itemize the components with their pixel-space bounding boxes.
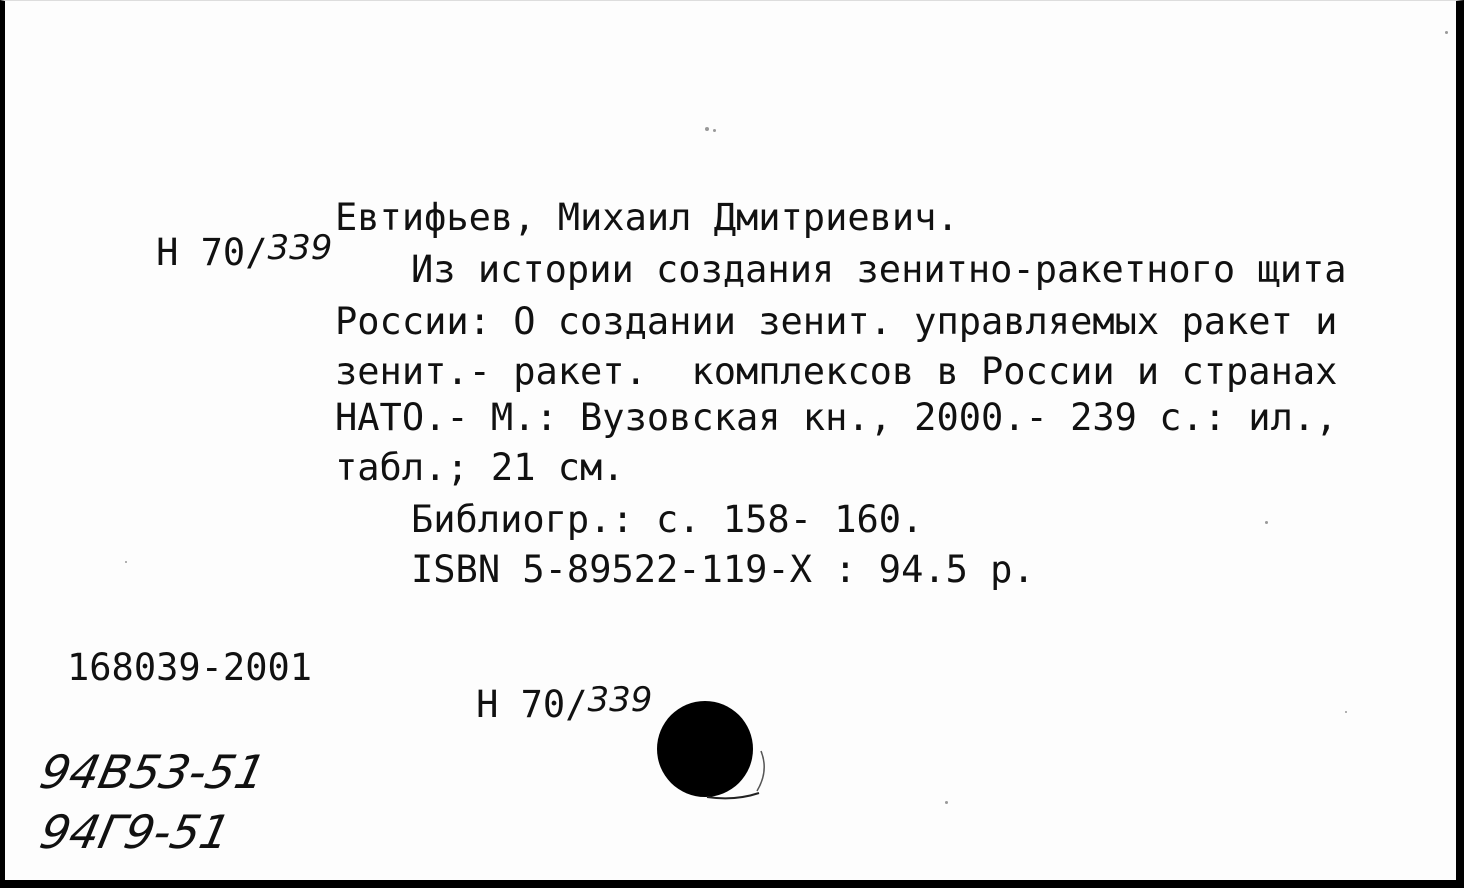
call-number-top	[67, 197, 332, 308]
scan-speck	[1445, 31, 1448, 34]
scan-speck	[125, 561, 127, 563]
inventory-number: 168039-2001	[67, 646, 313, 689]
title-line-3: зенит.- ракет. комплексов в России и странах	[335, 350, 1338, 393]
scan-speck	[705, 127, 709, 131]
call-number-top-handwritten: 339	[267, 228, 333, 268]
isbn-price: ISBN 5-89522-119-X : 94.5 р.	[411, 548, 1035, 591]
title-line-5: табл.; 21 см.	[335, 446, 625, 489]
punch-hole-mark	[695, 741, 785, 811]
scan-speck	[713, 129, 716, 132]
call-number-bottom-prefix: Н 70/	[476, 683, 588, 726]
call-number-bottom	[387, 649, 652, 760]
title-line-2: России: О создании зенит. управляемых ракет и	[335, 300, 1338, 343]
title-line-1: Из истории создания зенитно-ракетного щита	[411, 248, 1347, 291]
scan-speck	[1265, 521, 1268, 524]
call-number-bottom-handwritten: 339	[587, 680, 653, 720]
scan-speck	[945, 801, 948, 804]
bibliography-note: Библиогр.: с. 158- 160.	[411, 498, 924, 541]
scan-speck	[1345, 711, 1347, 713]
handwritten-code-2: 94Г9-51	[35, 805, 236, 859]
title-line-4: НАТО.- М.: Вузовская кн., 2000.- 239 с.: ил.,	[335, 396, 1338, 439]
author-heading: Евтифьев, Михаил Дмитриевич.	[335, 196, 959, 239]
handwritten-code-1: 94В53-51	[35, 745, 271, 799]
call-number-top-prefix: Н 70/	[156, 231, 268, 274]
